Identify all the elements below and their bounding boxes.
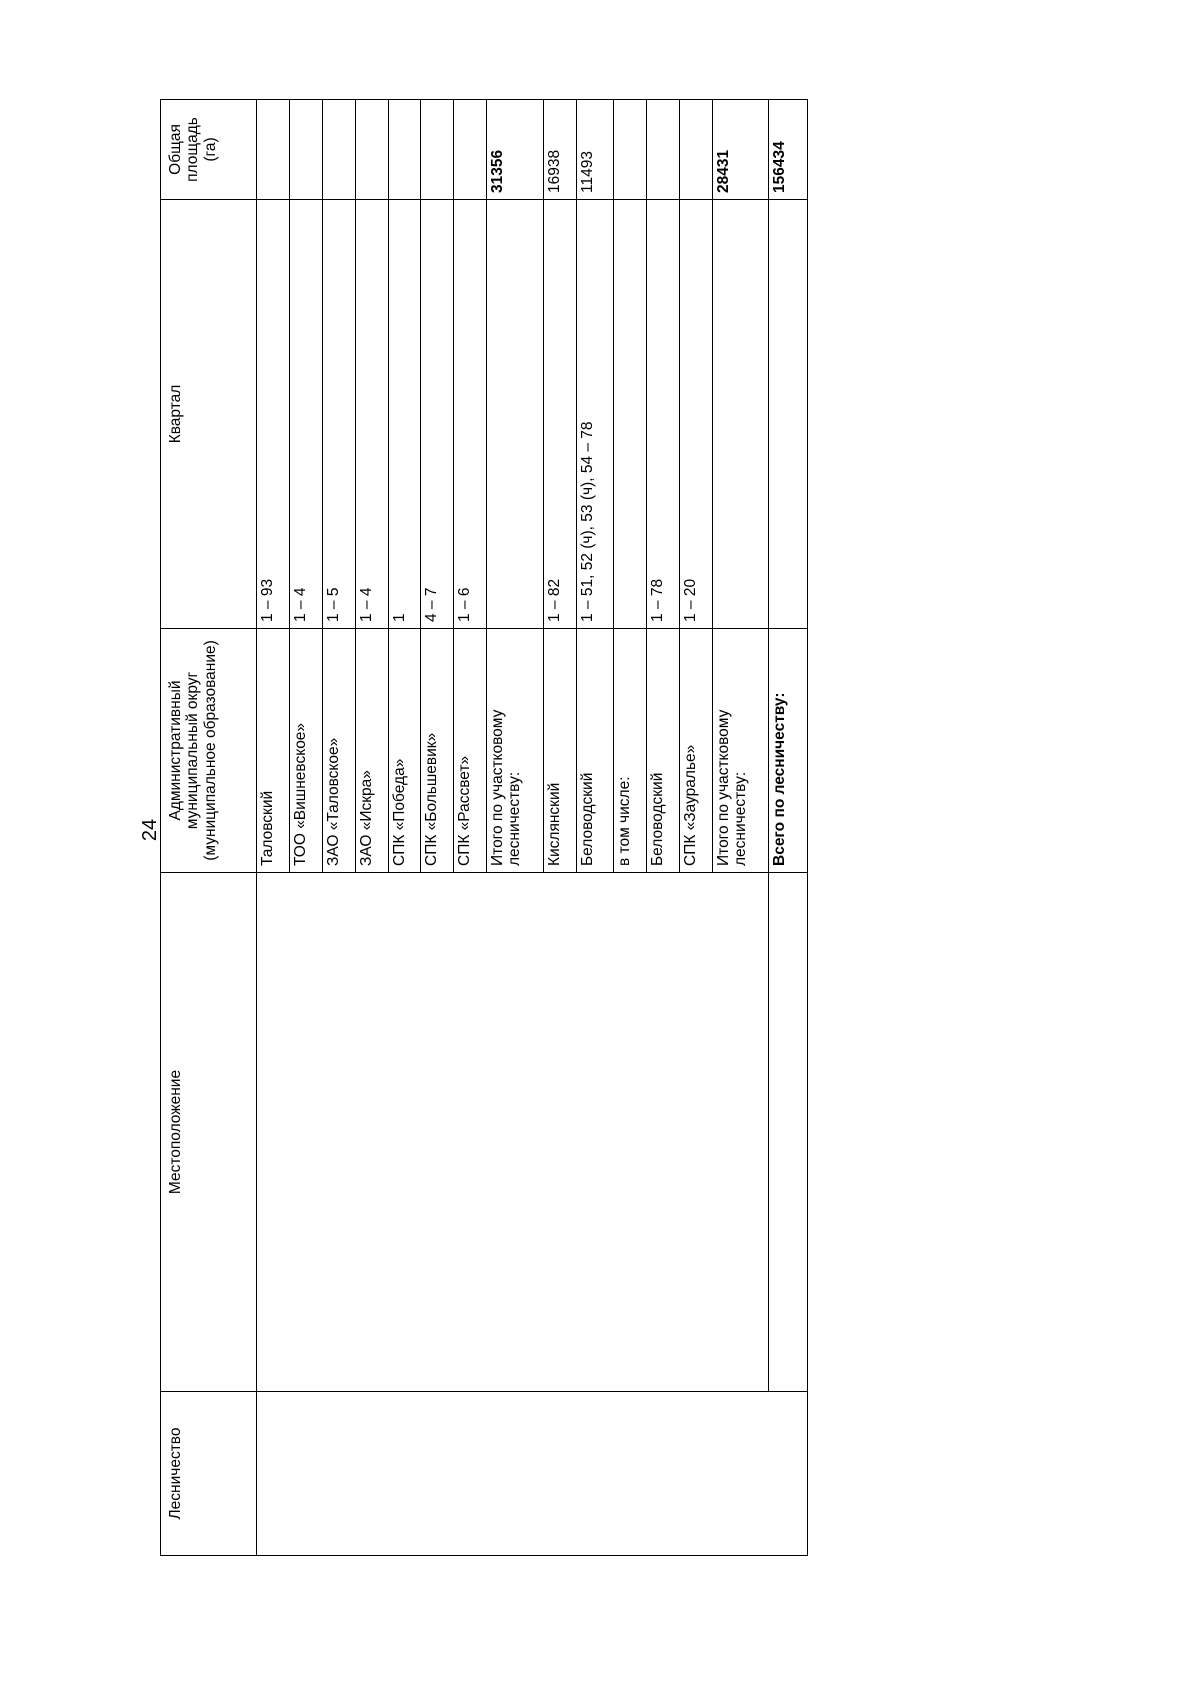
area-cell: 28431 xyxy=(712,100,769,200)
quarter-cell xyxy=(614,200,647,629)
quarter-cell xyxy=(769,200,808,629)
quarter-cell: 1 xyxy=(388,200,421,629)
quarter-cell: 1 – 6 xyxy=(454,200,487,629)
area-cell xyxy=(646,100,679,200)
header-quarter: Квартал xyxy=(161,200,257,629)
district-cell: Всего по лесничеству: xyxy=(769,629,808,873)
area-cell: 11493 xyxy=(576,100,613,200)
forestry-table xyxy=(160,99,808,1556)
forestry-cell xyxy=(257,1392,808,1556)
quarter-cell xyxy=(487,200,544,629)
table-header-row xyxy=(161,100,257,1556)
district-cell: СПК «Победа» xyxy=(388,629,421,873)
quarter-cell: 1 – 20 xyxy=(679,200,712,629)
area-cell xyxy=(289,100,322,200)
area-cell: 156434 xyxy=(769,100,808,200)
location-cell xyxy=(769,873,808,1392)
header-area: Общая площадь (га) xyxy=(161,100,257,200)
quarter-cell: 1 – 78 xyxy=(646,200,679,629)
area-cell: 16938 xyxy=(543,100,576,200)
quarter-cell: 1 – 4 xyxy=(355,200,388,629)
area-cell xyxy=(679,100,712,200)
district-cell: Кислянский xyxy=(543,629,576,873)
district-cell: ЗАО «Таловское» xyxy=(322,629,355,873)
area-cell xyxy=(257,100,290,200)
location-cell xyxy=(257,873,769,1392)
quarter-cell: 1 – 82 xyxy=(543,200,576,629)
quarter-cell: 1 – 4 xyxy=(289,200,322,629)
quarter-cell: 1 – 93 xyxy=(257,200,290,629)
table-row xyxy=(257,100,290,1556)
page-number: 24 xyxy=(139,818,161,842)
rotated-table-wrapper xyxy=(160,100,808,1556)
district-cell: в том числе: xyxy=(614,629,647,873)
header-district: Административный муниципальный округ (муниципальное образование) xyxy=(161,629,257,873)
district-cell: ТОО «Вишневское» xyxy=(289,629,322,873)
area-cell xyxy=(421,100,454,200)
area-cell xyxy=(454,100,487,200)
area-cell: 31356 xyxy=(487,100,544,200)
district-cell: СПК «Большевик» xyxy=(421,629,454,873)
district-cell: Итого по участковому лесничеству: xyxy=(487,629,544,873)
quarter-cell: 1 – 5 xyxy=(322,200,355,629)
district-cell: СПК «Зауралье» xyxy=(679,629,712,873)
district-cell: Итого по участковому лесничеству: xyxy=(712,629,769,873)
area-cell xyxy=(388,100,421,200)
district-cell: Беловодский xyxy=(576,629,613,873)
quarter-cell: 1 – 51, 52 (ч), 53 (ч), 54 – 78 xyxy=(576,200,613,629)
district-cell: Таловский xyxy=(257,629,290,873)
quarter-cell: 4 – 7 xyxy=(421,200,454,629)
table-row xyxy=(769,100,808,1556)
area-cell xyxy=(322,100,355,200)
header-location: Местоположение xyxy=(161,873,257,1392)
quarter-cell xyxy=(712,200,769,629)
district-cell: СПК «Рассвет» xyxy=(454,629,487,873)
area-cell xyxy=(614,100,647,200)
district-cell: Беловодский xyxy=(646,629,679,873)
area-cell xyxy=(355,100,388,200)
header-forestry: Лесничество xyxy=(161,1392,257,1556)
district-cell: ЗАО «Искра» xyxy=(355,629,388,873)
